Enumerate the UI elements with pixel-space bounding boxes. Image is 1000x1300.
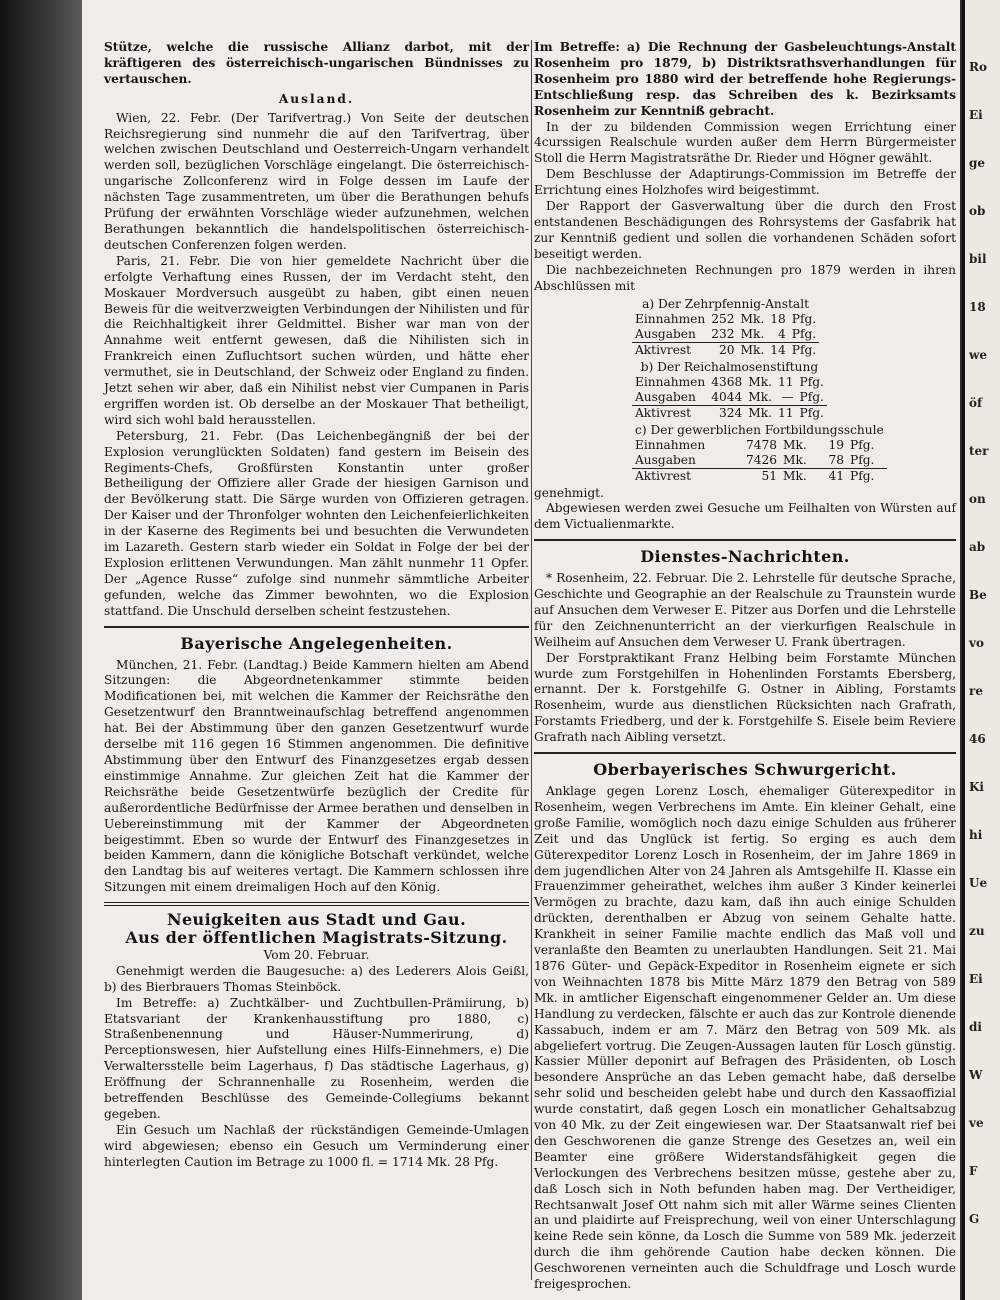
accounts-block [534,297,956,484]
magistrat-para-3: Ein Gesuch um Nachlaß der rückständigen Gemeinde-Umlagen wird abgewiesen; ebenso ein Gesuch um Verminderung einer hinterlegten Caution im Betrage zu 1000 fl. = 1714 Mk. 28 Pfg. [104,1122,529,1169]
account-cell: Pfg. [789,327,819,343]
account-cell: 4 [767,327,789,343]
account-cell: 78 [819,453,847,469]
next-page-fragment: ve [969,1116,984,1130]
article-wien: Wien, 22. Febr. (Der Tarifvertrag.) Von Seite der deutschen Reichsregierung sind nunmehr die auf den Tarifvertrag, über welchen zwischen Deutschland und Oesterreich-Ungarn verhandelt werden soll, bezüglichen Vorschläge eingelangt. Die österreichisch-ungarische Zollconferenz wird in Folge dessen im Laufe der nächsten Tage zusammentreten, um über die Berathungen behufs Prüfung der erwähnten Vorschläge wieder aufzunehmen, welchen Berathungen bekanntlich die handelspolitischen österreichisch-deutschen Conferenzen folgen werden. [104,110,529,252]
account-cell: Mk. [740,311,765,326]
account-cell: Einnahmen [635,437,706,452]
account-row [632,405,827,421]
left-column [104,40,529,1171]
account-cell: Ausgaben [632,453,732,469]
right-para-1: Im Betreffe: a) Die Rechnung der Gasbeleuchtungs-Anstalt Rosenheim pro 1879, b) Distriktsrathsverhandlungen für Rosenheim pro 1880 wird der betreffende hohe Regierungs-Entschließung resp. das Schreiben des k. Bezirksamts Rosenheim zur Kenntniß gebracht. [534,40,956,118]
account-row [632,390,827,406]
account-cell: Aktivrest [635,405,692,420]
article-muenchen: München, 21. Febr. (Landtag.) Beide Kammern hielten am Abend Sitzungen: die Abgeordnetenkammer stimmte beiden Modificationen bei, mit welchen die Kammer der Reichsräthe den Gesetzentwurf den Branntweinaufschlag betreffend angenommen hat. Bei der Abstimmung über den ganzen Gesetzentwurf wurde derselbe mit 116 gegen 16 Stimmen angenommen. Die definitive Abstimmung über den Entwurf des Finanzgesetzes ergab dessen einstimmige Annahme. Zur gleichen Zeit hat die Kammer der Reichsräthe beide Gesetzentwürfe bezüglich der Credite für außerordentliche Bedürfnisse der Armee berathen und denselben in Uebereinstimmung mit der Kammer der Abgeordneten beigestimmt. Eben so wurde der Entwurf des Finanzgesetzes in beiden Kammern, dann die königliche Botschaft verkündet, welche den Landtag bis auf weiteres vertagt. Die Kammern schlossen ihre Sitzungen mit einem dreimaligen Hoch auf den König. [104,657,529,895]
account-cell: 7426 [732,453,780,469]
dienst-para-2: Der Forstpraktikant Franz Helbing beim Forstamte München wurde zum Forstgehilfen in Hohenlinden Forstamts Ebersberg, ernannt. Der k. Forstgehilfe G. Ostner in Aibling, Forstamts Rosenheim, wurde aus dienstlichen Rücksichten nach Grafrath, Forstamts Friedberg, und der k. Forstgehilfe S. Eisele beim Reviere Grafrath nach Aibling versetzt. [534,650,956,745]
next-page-fragment: Ei [969,108,983,122]
account-cell: Pfg. [850,437,875,452]
account-table [632,423,887,484]
account-cell: Mk. [780,453,819,469]
account-row [632,453,887,469]
dienst-para-1: * Rosenheim, 22. Februar. Die 2. Lehrstelle für deutsche Sprache, Geschichte und Geographie an der Realschule zu Traunstein wurde auf Ansuchen dem Verweser E. Pitzer aus Dorfen und die Lehrstelle für den Zeichnenunterricht an der vierkurfigen Realschule in Weilheim auf Ansuchen dem Verweser U. Frank übertragen. [534,571,956,649]
account-cell: 18 [770,311,786,326]
next-page-fragment: W [969,1068,983,1082]
next-page-fragment: zu [969,924,985,938]
account-cell: Pfg. [791,311,817,326]
account-cell: 51 [761,468,778,483]
next-page-fragment: ge [969,156,986,170]
next-page-fragment: vo [969,636,984,650]
next-page-fragment: Ro [969,60,987,74]
neuigkeiten-heading: Neuigkeiten aus Stadt und Gau. [166,910,467,930]
dienst-heading: Dienstes-Nachrichten. [640,547,850,567]
next-page-fragment: ab [969,540,986,554]
next-page-fragment: on [969,492,986,506]
section-rule [104,626,529,628]
next-page-fragment: Be [969,588,987,602]
next-page-edge [962,0,1000,1300]
next-page-fragment: 46 [969,732,986,746]
article-paris: Paris, 21. Febr. Die von hier gemeldete Nachricht über die erfolgte Verhaftung eines Russen, der im Verdacht steht, den Moskauer Mordversuch ausgeübt zu haben, gibt einen neuen Beweis für die weitverzweigten Verbindungen der Nihilisten und für die Reichhaltigkeit ihrer Geldmittel. Bisher war man von der Annahme weit entfernt gewesen, daß die Nihilisten sich in Frankreich einen Zufluchtsort suchen würden, und hätte eher vermuthet, sie in Deutschland, der Schweiz oder England zu finden. Jetzt sehen wir aber, daß ein Nihilist nebst vier Cumpanen in Paris ergriffen worden ist. Ob derselbe an der Moskauer That betheiligt, wird sich wohl bald herausstellen. [104,253,529,427]
account-cell: 4368 [711,374,743,389]
account-cell: Mk. [745,390,775,406]
account-cell: Pfg. [850,468,875,483]
account-cell: 14 [770,342,786,357]
schwurgericht-heading: Oberbayerisches Schwurgericht. [593,760,897,780]
account-row [632,312,819,327]
account-table [632,297,819,358]
account-title: b) Der Reichalmosenstiftung [640,359,819,374]
right-para-3: Dem Beschlusse der Adaptirungs-Commission im Betreffe der Errichtung eines Holzhofes wird beigestimmt. [534,167,956,198]
account-cell: Mk. [783,437,807,452]
account-cell: — [775,390,797,406]
schwurgericht-article: Anklage gegen Lorenz Losch, ehemaliger Güterexpeditor in Rosenheim, wegen Verbrechens im Amte. Ein kleiner Gehalt, eine große Familie, womöglich noch dazu einige Schulden aus früherer Zeit und das Unglück ist fertig. So erging es auch dem Güterexpeditor Lorenz Losch in Rosenheim, der im Jahre 1869 in dem jugendlichen Alter von 24 Jahren als Amtsgehilfe II. Klasse ein Frauenzimmer geheirathet, welches ihm außer 3 Kinder keinerlei Vermögen zu brachte, dazu kam, daß ihn auch einige Schulden drückten, derenthalben er Abzug von seinem Gehalte hatte. Krankheit in seiner Familie machte endlich das Maß voll und veranlaßte den Beamten zu unerlaubten Handlungen. Seit 21. Mai 1876 Güter- und Gepäck-Expeditor in Rosenheim eignete er sich von Weihnachten 1878 bis Mitte März 1879 den Betrag von 589 Mk. in amtlicher Eigenschaft eingenommener Gelder an. Um diese Handlung zu verdecken, fälschte er auch das zur Kontrole dienende Kassabuch, indem er am 7. März den Betrag von 509 Mk. als abgeliefert vortrug. Die Zeugen-Aussagen lauten für Losch günstig. Kassier Müller deponirt auf Befragen des Präsidenten, ob Losch besondere Ansprüche an das Leben gemacht habe, daß derselbe sehr solid und bescheiden gelebt habe und durch den Kassaoffizial wurde constatirt, daß gegen Losch ein monatlicher Gehaltsabzug von 40 Mk. zu der Zeit eingewiesen war. Der Staatsanwalt rief bei den Geschworenen die ganze Strenge des Gesetzes an, weil ein Beamter eine größere Widerstandsfähigkeit gegen die Verlockungen des Verbrechens besitzen müsse, gestehe aber zu, daß Losch sich in Noth befunden haben mag. Der Vertheidiger, Rechtsanwalt Josef Ott nahm sich mit aller Wärme seines Clienten an und plaidirte auf Freisprechung, weil von einer Unterschlagung keine Rede sein könne, da Losch die Summe von 589 Mk. jederzeit durch die ihm gehörende Caution habe decken können. Die Geschworenen verneinten auch die Schuldfrage und Losch wurde freigesprochen. [534,784,956,1292]
account-cell: 324 [719,405,743,420]
column-divider [531,40,532,1280]
next-page-fragment: bil [969,252,987,266]
account-row [632,327,819,343]
ausland-heading: Ausland. [278,91,355,106]
section-rule [534,752,956,754]
article-petersburg: Petersburg, 21. Febr. (Das Leichenbegängniß der bei der Explosion verunglückten Soldaten) fand gestern im Beisein des Regiments-Chefs, Großfürsten Konstantin unter großer Betheiligung der Offiziere aller Grade der hiesigen Garnison und der Bevölkerung statt. Die Särge wurden von Offizieren getragen. Der Kaiser und der Thronfolger wohnten den Leichenfeierlichkeiten in der Kaserne des Regiments bei und besuchten die Verwundeten im Lazareth. Gestern starb wieder ein Soldat in Folge der bei der Explosion erlittenen Verwundungen. Man zählt nunmehr 11 Opfer. Der „Agence Russe“ zufolge sind nunmehr sämmtliche Arbeiter gefunden, welche das Zimmer bewohnten, wo die Explosion stattfand. Die Unschuld derselben scheint festzustehen. [104,428,529,618]
next-page-fragment: ter [969,444,989,458]
account-cell: 41 [828,468,844,483]
next-page-fragment: F [969,1164,978,1178]
account-cell: Pfg. [799,374,824,389]
account-table [632,360,827,421]
account-cell: Aktivrest [635,342,692,357]
next-page-fragment: Ue [969,876,988,890]
account-cell: Pfg. [799,405,824,420]
next-page-fragment: G [969,1212,980,1226]
account-cell: 19 [828,437,844,452]
next-page-fragment: öf [969,396,983,410]
intro-paragraph: Stütze, welche die russische Allianz darbot, mit der kräftigeren des österreichisch-ungarischen Bündnisses zu vertauschen. [104,40,529,86]
bayern-heading: Bayerische Angelegenheiten. [180,633,453,653]
account-cell: 4044 [708,390,745,406]
right-para-2: In der zu bildenden Commission wegen Errichtung einer 4curssigen Realschule wurden außer dem Herrn Bürgermeister Stoll die Herrn Magistratsräthe Dr. Rieder und Högner gewählt. [534,119,956,166]
account-cell: 7478 [745,437,778,452]
right-para-4: Der Rapport der Gasverwaltung über die durch den Frost entstandenen Beschädigungen des Rohrsystems der Gasfabrik hat zur Kenntniß gedient und sollen die vorhandenen Schäden sofort beseitigt werden. [534,199,956,261]
next-page-fragment: 18 [969,300,986,314]
section-rule [534,539,956,541]
account-row [632,375,827,390]
account-cell: Mk. [748,374,773,389]
magistrat-para-2: Im Betreffe: a) Zuchtkälber- und Zuchtbullen-Prämiirung, b) Etatsvariant der Krankenhausstiftung pro 1880, c) Straßenbenennung und Häuser-Nummerirung, d) Perceptionswesen, hier Aufstellung eines Hilfs-Einnehmers, e) Die Verwaltersstelle beim Lagerhaus, f) Das städtische Lagerhaus, g) Eröffnung der Schrannenhalle zu Rosenheim, werden die betreffenden Beschlüsse des Gemeinde-Collegiums bekannt gegeben. [104,995,529,1121]
right-column [534,40,956,1293]
account-title: c) Der gewerblichen Fortbildungsschule [635,422,884,437]
section-rule-double [104,902,529,906]
magistrat-heading: Aus der öffentlichen Magistrats-Sitzung. [125,928,508,948]
next-page-fragment: re [969,684,983,698]
account-title: a) Der Zehrpfennig-Anstalt [642,296,809,311]
account-row [632,342,819,358]
next-page-fragment: di [969,1020,982,1034]
account-cell: Pfg. [797,390,827,406]
account-cell: 232 [708,327,737,343]
account-cell: 11 [778,374,794,389]
right-para-7: Abgewiesen werden zwei Gesuche um Feilhalten von Würsten auf dem Victualienmarkte. [534,501,956,532]
next-page-fragment: ob [969,204,986,218]
account-cell: Mk. [748,405,773,420]
account-cell: Mk. [783,468,807,483]
account-cell: Ausgaben [632,327,708,343]
newspaper-page [82,0,960,1300]
next-page-fragment: hi [969,828,983,842]
magistrat-para-1: Genehmigt werden die Baugesuche: a) des Lederers Alois Geißl, b) des Bierbrauers Thomas Steinböck. [104,963,529,994]
account-cell: Mk. [738,327,768,343]
account-cell: 20 [718,342,735,357]
account-row [632,468,887,484]
next-page-fragment: Ei [969,972,983,986]
book-binding-shadow [0,0,82,1300]
right-para-5: Die nachbezeichneten Rechnungen pro 1879 werden in ihren Abschlüssen mit [534,262,956,293]
right-para-genehmigt: genehmigt. [534,485,604,500]
magistrat-date: Vom 20. Februar. [263,947,370,962]
next-page-fragment: we [969,348,987,362]
account-cell: Einnahmen [635,374,706,389]
account-cell: 11 [778,405,794,420]
next-page-fragment: Ki [969,780,984,794]
account-cell: Mk. [740,342,765,357]
account-cell: Einnahmen [635,311,706,326]
account-cell: Pfg. [847,453,887,469]
account-row [632,438,887,453]
account-cell: Ausgaben [632,390,708,406]
account-cell: 252 [711,311,735,326]
account-cell: Aktivrest [635,468,692,483]
account-cell: Pfg. [791,342,817,357]
